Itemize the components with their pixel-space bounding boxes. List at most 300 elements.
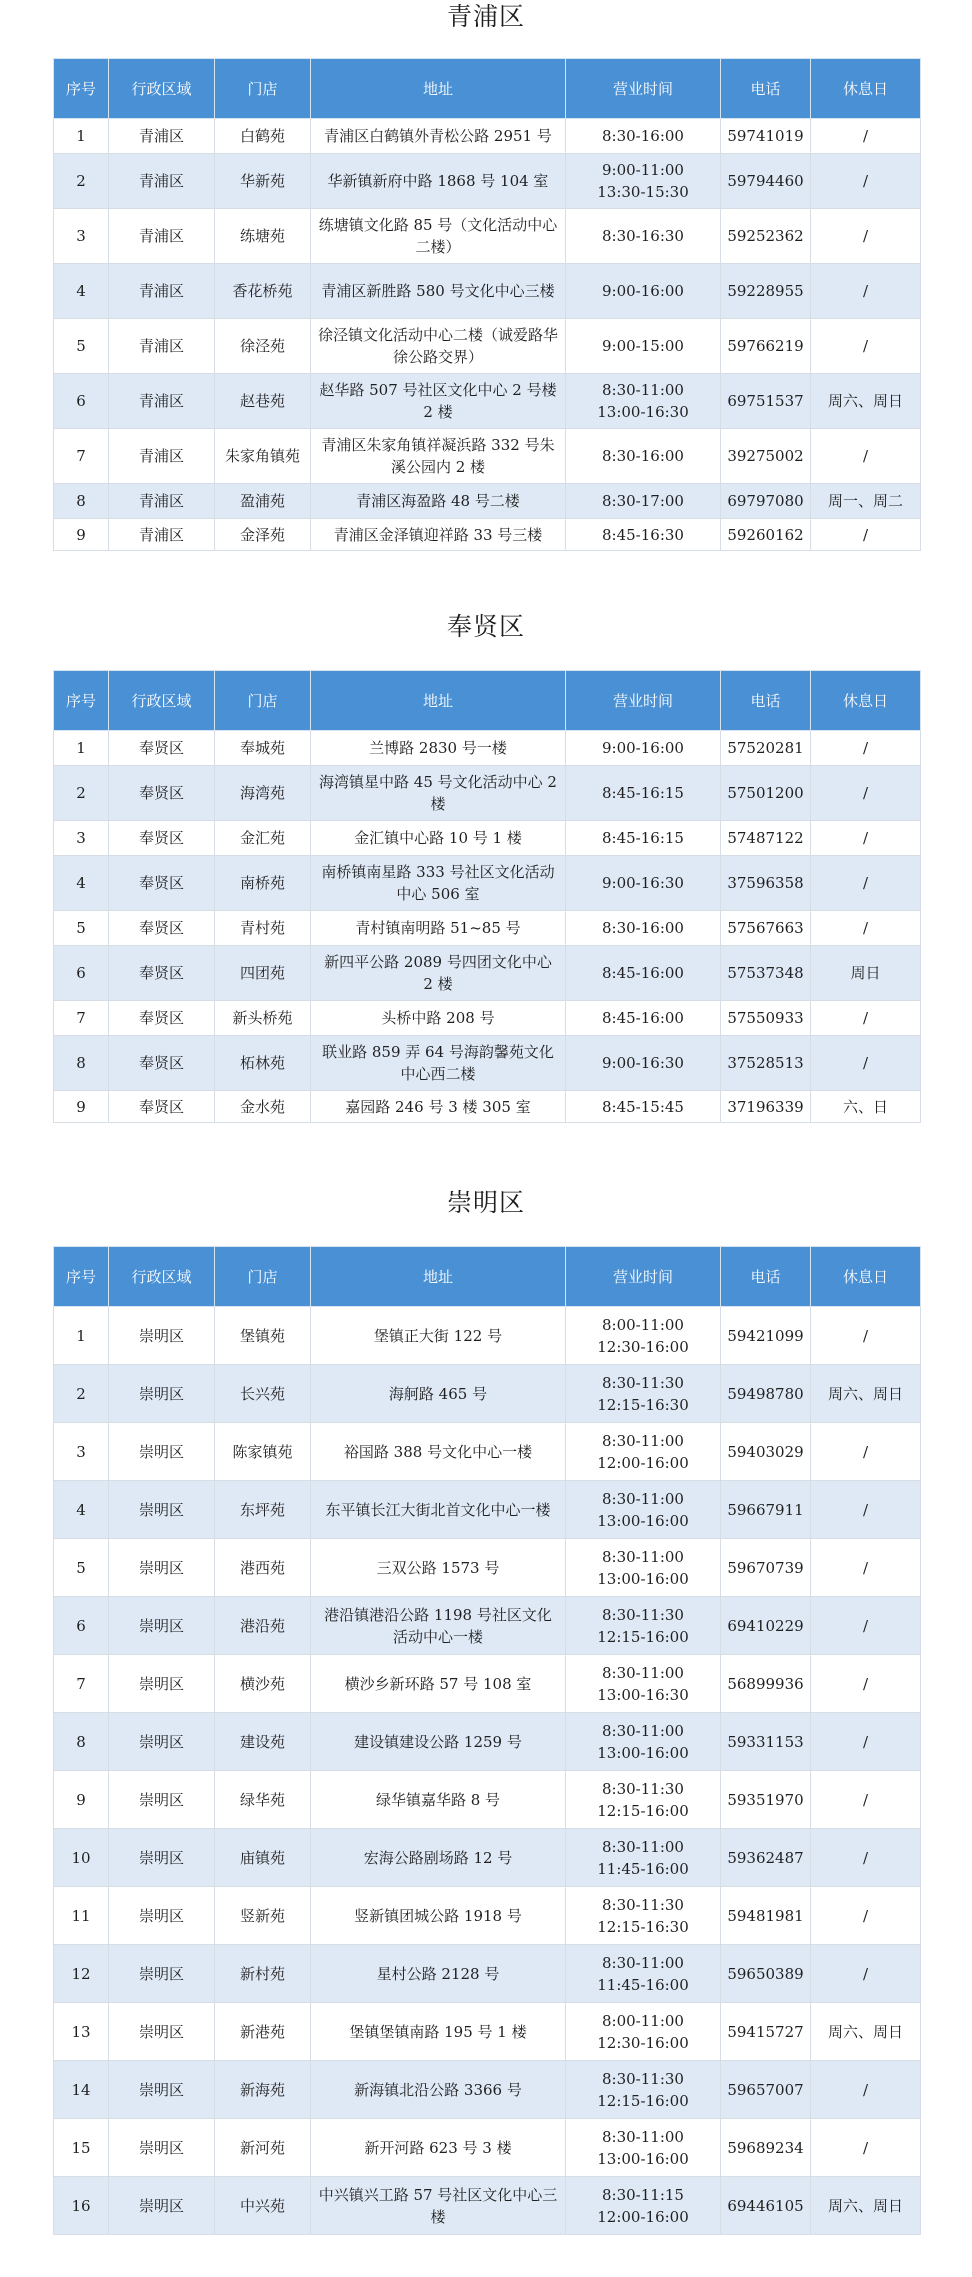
row-rest-day: / — [811, 1887, 921, 1945]
row-seq: 3 — [54, 209, 109, 264]
row-hours: 8:00-11:00 12:30-16:00 — [566, 2003, 721, 2061]
row-shop: 竖新苑 — [215, 1887, 311, 1945]
row-area: 青浦区 — [109, 319, 215, 374]
row-phone: 57567663 — [721, 911, 811, 946]
row-hours: 8:30-11:00 13:00-16:30 — [566, 1655, 721, 1713]
row-seq: 6 — [54, 946, 109, 1001]
table-row — [54, 1307, 921, 1365]
row-phone: 59650389 — [721, 1945, 811, 2003]
row-address: 中兴镇兴工路 57 号社区文化中心三楼 — [311, 2177, 566, 2235]
row-area: 奉贤区 — [109, 911, 215, 946]
header-area: 行政区域 — [109, 59, 215, 119]
row-hours: 8:45-16:15 — [566, 821, 721, 856]
row-rest-day: / — [811, 1001, 921, 1036]
row-address: 海舸路 465 号 — [311, 1365, 566, 1423]
row-phone: 59228955 — [721, 264, 811, 319]
row-seq: 4 — [54, 264, 109, 319]
row-rest-day: / — [811, 1829, 921, 1887]
row-area: 崇明区 — [109, 2177, 215, 2235]
row-phone: 59498780 — [721, 1365, 811, 1423]
row-area: 崇明区 — [109, 1597, 215, 1655]
row-shop: 港西苑 — [215, 1539, 311, 1597]
row-area: 青浦区 — [109, 484, 215, 519]
table-row — [54, 1771, 921, 1829]
table-row — [54, 1713, 921, 1771]
row-rest-day: 六、日 — [811, 1091, 921, 1123]
row-phone: 59481981 — [721, 1887, 811, 1945]
row-area: 奉贤区 — [109, 821, 215, 856]
row-rest-day: 周六、周日 — [811, 374, 921, 429]
row-phone: 69410229 — [721, 1597, 811, 1655]
row-address: 新海镇北沿公路 3366 号 — [311, 2061, 566, 2119]
store-table-qingpu — [53, 58, 921, 551]
row-seq: 7 — [54, 429, 109, 484]
row-seq: 3 — [54, 1423, 109, 1481]
header-hours: 营业时间 — [566, 1247, 721, 1307]
header-phone: 电话 — [721, 671, 811, 731]
section-title-chongming: 崇明区 — [446, 1188, 525, 1217]
row-shop: 四团苑 — [215, 946, 311, 1001]
table-row — [54, 946, 921, 1001]
row-seq: 8 — [54, 484, 109, 519]
row-address: 海湾镇星中路 45 号文化活动中心 2 楼 — [311, 766, 566, 821]
row-address: 青浦区海盈路 48 号二楼 — [311, 484, 566, 519]
row-seq: 1 — [54, 731, 109, 766]
row-shop: 练塘苑 — [215, 209, 311, 264]
row-shop: 陈家镇苑 — [215, 1423, 311, 1481]
row-shop: 华新苑 — [215, 154, 311, 209]
row-shop: 金泽苑 — [215, 519, 311, 551]
row-address: 竖新镇团城公路 1918 号 — [311, 1887, 566, 1945]
row-area: 青浦区 — [109, 519, 215, 551]
row-hours: 9:00-16:00 — [566, 264, 721, 319]
row-seq: 4 — [54, 856, 109, 911]
row-shop: 金汇苑 — [215, 821, 311, 856]
table-row — [54, 209, 921, 264]
row-phone: 59670739 — [721, 1539, 811, 1597]
row-rest-day: / — [811, 1597, 921, 1655]
table-row — [54, 1365, 921, 1423]
row-address: 华新镇新府中路 1868 号 104 室 — [311, 154, 566, 209]
row-hours: 8:30-11:00 12:00-16:00 — [566, 1423, 721, 1481]
row-phone: 59766219 — [721, 319, 811, 374]
header-area: 行政区域 — [109, 671, 215, 731]
row-seq: 13 — [54, 2003, 109, 2061]
row-phone: 59741019 — [721, 119, 811, 154]
row-rest-day: / — [811, 766, 921, 821]
row-area: 奉贤区 — [109, 731, 215, 766]
table-row — [54, 731, 921, 766]
row-shop: 中兴苑 — [215, 2177, 311, 2235]
row-rest-day: / — [811, 911, 921, 946]
row-phone: 59403029 — [721, 1423, 811, 1481]
row-seq: 9 — [54, 519, 109, 551]
row-hours: 8:45-15:45 — [566, 1091, 721, 1123]
row-seq: 5 — [54, 911, 109, 946]
row-area: 青浦区 — [109, 374, 215, 429]
row-phone: 59794460 — [721, 154, 811, 209]
row-rest-day: / — [811, 319, 921, 374]
row-seq: 14 — [54, 2061, 109, 2119]
row-phone: 56899936 — [721, 1655, 811, 1713]
table-header-row — [54, 59, 921, 119]
table-row — [54, 374, 921, 429]
row-address: 堡镇正大街 122 号 — [311, 1307, 566, 1365]
table-row — [54, 1481, 921, 1539]
header-seq: 序号 — [54, 59, 109, 119]
row-rest-day: 周六、周日 — [811, 2177, 921, 2235]
row-seq: 4 — [54, 1481, 109, 1539]
row-address: 新四平公路 2089 号四团文化中心 2 楼 — [311, 946, 566, 1001]
table-header-row — [54, 671, 921, 731]
row-shop: 新村苑 — [215, 1945, 311, 2003]
row-address: 练塘镇文化路 85 号（文化活动中心二楼） — [311, 209, 566, 264]
row-phone: 37528513 — [721, 1036, 811, 1091]
store-table-fengxian — [53, 670, 921, 1123]
table-row — [54, 2061, 921, 2119]
row-area: 青浦区 — [109, 209, 215, 264]
table-row — [54, 1423, 921, 1481]
table-row — [54, 1091, 921, 1123]
row-phone: 59331153 — [721, 1713, 811, 1771]
row-hours: 8:30-11:00 13:00-16:00 — [566, 2119, 721, 2177]
row-address: 堡镇堡镇南路 195 号 1 楼 — [311, 2003, 566, 2061]
row-rest-day: / — [811, 1307, 921, 1365]
table-row — [54, 766, 921, 821]
row-seq: 1 — [54, 119, 109, 154]
row-address: 裕国路 388 号文化中心一楼 — [311, 1423, 566, 1481]
row-area: 奉贤区 — [109, 946, 215, 1001]
row-rest-day: / — [811, 2061, 921, 2119]
row-phone: 59351970 — [721, 1771, 811, 1829]
row-hours: 9:00-16:30 — [566, 856, 721, 911]
row-address: 三双公路 1573 号 — [311, 1539, 566, 1597]
row-area: 崇明区 — [109, 1481, 215, 1539]
row-shop: 盈浦苑 — [215, 484, 311, 519]
table-row — [54, 2003, 921, 2061]
row-phone: 57520281 — [721, 731, 811, 766]
row-hours: 8:30-11:00 13:00-16:00 — [566, 1539, 721, 1597]
row-rest-day: / — [811, 154, 921, 209]
header-shop: 门店 — [215, 1247, 311, 1307]
row-phone: 59415727 — [721, 2003, 811, 2061]
header-rest-day: 休息日 — [811, 671, 921, 731]
table-row — [54, 519, 921, 551]
row-area: 崇明区 — [109, 1771, 215, 1829]
row-seq: 16 — [54, 2177, 109, 2235]
row-hours: 8:30-11:30 12:15-16:00 — [566, 1597, 721, 1655]
row-hours: 9:00-16:30 — [566, 1036, 721, 1091]
row-address: 青浦区金泽镇迎祥路 33 号三楼 — [311, 519, 566, 551]
row-area: 崇明区 — [109, 1655, 215, 1713]
row-rest-day: / — [811, 2119, 921, 2177]
row-phone: 69446105 — [721, 2177, 811, 2235]
header-hours: 营业时间 — [566, 59, 721, 119]
row-address: 横沙乡新环路 57 号 108 室 — [311, 1655, 566, 1713]
row-area: 奉贤区 — [109, 856, 215, 911]
row-rest-day: / — [811, 1423, 921, 1481]
row-shop: 长兴苑 — [215, 1365, 311, 1423]
row-rest-day: / — [811, 856, 921, 911]
row-area: 奉贤区 — [109, 1036, 215, 1091]
row-area: 崇明区 — [109, 1365, 215, 1423]
row-address: 新开河路 623 号 3 楼 — [311, 2119, 566, 2177]
row-shop: 朱家角镇苑 — [215, 429, 311, 484]
table-row — [54, 1539, 921, 1597]
row-phone: 39275002 — [721, 429, 811, 484]
row-area: 奉贤区 — [109, 1001, 215, 1036]
row-shop: 白鹤苑 — [215, 119, 311, 154]
row-address: 东平镇长江大街北首文化中心一楼 — [311, 1481, 566, 1539]
row-hours: 8:30-16:00 — [566, 429, 721, 484]
row-seq: 11 — [54, 1887, 109, 1945]
row-area: 崇明区 — [109, 1539, 215, 1597]
row-phone: 69797080 — [721, 484, 811, 519]
row-hours: 8:45-16:30 — [566, 519, 721, 551]
table-row — [54, 1001, 921, 1036]
row-address: 港沿镇港沿公路 1198 号社区文化活动中心一楼 — [311, 1597, 566, 1655]
row-seq: 8 — [54, 1713, 109, 1771]
row-seq: 9 — [54, 1091, 109, 1123]
row-seq: 10 — [54, 1829, 109, 1887]
row-shop: 赵巷苑 — [215, 374, 311, 429]
row-seq: 2 — [54, 154, 109, 209]
table-row — [54, 319, 921, 374]
row-rest-day: / — [811, 119, 921, 154]
row-hours: 9:00-11:00 13:30-15:30 — [566, 154, 721, 209]
row-address: 青村镇南明路 51~85 号 — [311, 911, 566, 946]
table-row — [54, 154, 921, 209]
row-address: 南桥镇南星路 333 号社区文化活动中心 506 室 — [311, 856, 566, 911]
row-hours: 8:30-11:30 12:15-16:00 — [566, 1771, 721, 1829]
row-phone: 57487122 — [721, 821, 811, 856]
row-address: 宏海公路剧场路 12 号 — [311, 1829, 566, 1887]
row-seq: 2 — [54, 1365, 109, 1423]
row-rest-day: / — [811, 1945, 921, 2003]
table-row — [54, 2119, 921, 2177]
row-area: 崇明区 — [109, 2061, 215, 2119]
row-shop: 新海苑 — [215, 2061, 311, 2119]
header-shop: 门店 — [215, 671, 311, 731]
row-area: 青浦区 — [109, 429, 215, 484]
row-phone: 37596358 — [721, 856, 811, 911]
row-rest-day: / — [811, 1771, 921, 1829]
row-address: 星村公路 2128 号 — [311, 1945, 566, 2003]
table-row — [54, 2177, 921, 2235]
table-row — [54, 1597, 921, 1655]
table-row — [54, 1036, 921, 1091]
row-shop: 绿华苑 — [215, 1771, 311, 1829]
table-row — [54, 119, 921, 154]
row-area: 崇明区 — [109, 2119, 215, 2177]
row-address: 赵华路 507 号社区文化中心 2 号楼 2 楼 — [311, 374, 566, 429]
row-hours: 8:30-11:00 11:45-16:00 — [566, 1829, 721, 1887]
row-address: 建设镇建设公路 1259 号 — [311, 1713, 566, 1771]
header-address: 地址 — [311, 671, 566, 731]
table-row — [54, 911, 921, 946]
row-address: 青浦区白鹤镇外青松公路 2951 号 — [311, 119, 566, 154]
row-rest-day: / — [811, 1539, 921, 1597]
row-hours: 8:30-16:30 — [566, 209, 721, 264]
header-shop: 门店 — [215, 59, 311, 119]
row-hours: 8:30-11:30 12:15-16:00 — [566, 2061, 721, 2119]
row-hours: 8:30-11:15 12:00-16:00 — [566, 2177, 721, 2235]
row-rest-day: / — [811, 264, 921, 319]
header-phone: 电话 — [721, 59, 811, 119]
header-address: 地址 — [311, 59, 566, 119]
row-hours: 8:30-11:00 13:00-16:00 — [566, 1713, 721, 1771]
row-rest-day: 周一、周二 — [811, 484, 921, 519]
row-rest-day: / — [811, 209, 921, 264]
row-hours: 8:45-16:00 — [566, 1001, 721, 1036]
row-shop: 金水苑 — [215, 1091, 311, 1123]
row-shop: 堡镇苑 — [215, 1307, 311, 1365]
row-hours: 8:30-11:00 13:00-16:30 — [566, 374, 721, 429]
row-rest-day: / — [811, 1481, 921, 1539]
row-phone: 57501200 — [721, 766, 811, 821]
row-area: 奉贤区 — [109, 1091, 215, 1123]
table-row — [54, 856, 921, 911]
section-title-qingpu: 青浦区 — [446, 2, 525, 31]
row-hours: 8:30-11:00 13:00-16:00 — [566, 1481, 721, 1539]
row-seq: 2 — [54, 766, 109, 821]
row-seq: 6 — [54, 1597, 109, 1655]
row-hours: 8:45-16:00 — [566, 946, 721, 1001]
row-shop: 港沿苑 — [215, 1597, 311, 1655]
row-rest-day: / — [811, 429, 921, 484]
row-phone: 69751537 — [721, 374, 811, 429]
header-area: 行政区域 — [109, 1247, 215, 1307]
row-rest-day: 周六、周日 — [811, 1365, 921, 1423]
row-seq: 15 — [54, 2119, 109, 2177]
row-shop: 徐泾苑 — [215, 319, 311, 374]
row-area: 青浦区 — [109, 264, 215, 319]
row-area: 青浦区 — [109, 119, 215, 154]
header-rest-day: 休息日 — [811, 59, 921, 119]
row-hours: 8:30-17:00 — [566, 484, 721, 519]
row-phone: 59657007 — [721, 2061, 811, 2119]
header-phone: 电话 — [721, 1247, 811, 1307]
row-shop: 横沙苑 — [215, 1655, 311, 1713]
row-area: 奉贤区 — [109, 766, 215, 821]
row-phone: 37196339 — [721, 1091, 811, 1123]
row-shop: 新头桥苑 — [215, 1001, 311, 1036]
row-rest-day: 周六、周日 — [811, 2003, 921, 2061]
row-hours: 8:30-11:30 12:15-16:30 — [566, 1887, 721, 1945]
row-seq: 5 — [54, 319, 109, 374]
row-shop: 海湾苑 — [215, 766, 311, 821]
table-row — [54, 264, 921, 319]
row-shop: 庙镇苑 — [215, 1829, 311, 1887]
row-hours: 9:00-15:00 — [566, 319, 721, 374]
header-address: 地址 — [311, 1247, 566, 1307]
row-address: 绿华镇嘉华路 8 号 — [311, 1771, 566, 1829]
row-shop: 奉城苑 — [215, 731, 311, 766]
row-address: 青浦区朱家角镇祥凝浜路 332 号朱溪公园内 2 楼 — [311, 429, 566, 484]
table-header-row — [54, 1247, 921, 1307]
row-area: 崇明区 — [109, 1829, 215, 1887]
table-row — [54, 1655, 921, 1713]
row-phone: 59689234 — [721, 2119, 811, 2177]
row-rest-day: / — [811, 1713, 921, 1771]
row-rest-day: / — [811, 1036, 921, 1091]
row-phone: 59252362 — [721, 209, 811, 264]
row-shop: 柘林苑 — [215, 1036, 311, 1091]
row-rest-day: / — [811, 731, 921, 766]
row-seq: 7 — [54, 1655, 109, 1713]
row-area: 崇明区 — [109, 1887, 215, 1945]
row-phone: 57550933 — [721, 1001, 811, 1036]
row-address: 徐泾镇文化活动中心二楼（诚爱路华徐公路交界） — [311, 319, 566, 374]
table-row — [54, 1945, 921, 2003]
row-phone: 59667911 — [721, 1481, 811, 1539]
row-area: 崇明区 — [109, 1423, 215, 1481]
row-address: 嘉园路 246 号 3 楼 305 室 — [311, 1091, 566, 1123]
row-shop: 新河苑 — [215, 2119, 311, 2177]
row-area: 崇明区 — [109, 1945, 215, 2003]
row-area: 崇明区 — [109, 2003, 215, 2061]
table-row — [54, 1829, 921, 1887]
table-row — [54, 429, 921, 484]
row-area: 崇明区 — [109, 1713, 215, 1771]
row-shop: 香花桥苑 — [215, 264, 311, 319]
row-hours: 8:30-11:00 11:45-16:00 — [566, 1945, 721, 2003]
row-seq: 5 — [54, 1539, 109, 1597]
row-area: 崇明区 — [109, 1307, 215, 1365]
row-phone: 59260162 — [721, 519, 811, 551]
row-hours: 8:30-11:30 12:15-16:30 — [566, 1365, 721, 1423]
row-shop: 建设苑 — [215, 1713, 311, 1771]
row-seq: 7 — [54, 1001, 109, 1036]
row-address: 头桥中路 208 号 — [311, 1001, 566, 1036]
table-row — [54, 821, 921, 856]
row-seq: 3 — [54, 821, 109, 856]
header-hours: 营业时间 — [566, 671, 721, 731]
row-address: 金汇镇中心路 10 号 1 楼 — [311, 821, 566, 856]
row-rest-day: / — [811, 519, 921, 551]
table-row — [54, 484, 921, 519]
row-hours: 8:45-16:15 — [566, 766, 721, 821]
row-seq: 12 — [54, 1945, 109, 2003]
store-table-chongming — [53, 1246, 921, 2235]
section-title-fengxian: 奉贤区 — [446, 612, 525, 641]
row-shop: 东坪苑 — [215, 1481, 311, 1539]
row-phone: 59421099 — [721, 1307, 811, 1365]
row-shop: 南桥苑 — [215, 856, 311, 911]
row-rest-day: 周日 — [811, 946, 921, 1001]
header-seq: 序号 — [54, 1247, 109, 1307]
row-shop: 新港苑 — [215, 2003, 311, 2061]
row-rest-day: / — [811, 1655, 921, 1713]
row-address: 兰博路 2830 号一楼 — [311, 731, 566, 766]
row-hours: 9:00-16:00 — [566, 731, 721, 766]
table-row — [54, 1887, 921, 1945]
row-phone: 59362487 — [721, 1829, 811, 1887]
header-seq: 序号 — [54, 671, 109, 731]
row-hours: 8:30-16:00 — [566, 911, 721, 946]
row-seq: 6 — [54, 374, 109, 429]
header-rest-day: 休息日 — [811, 1247, 921, 1307]
row-seq: 1 — [54, 1307, 109, 1365]
row-address: 联业路 859 弄 64 号海韵馨苑文化中心西二楼 — [311, 1036, 566, 1091]
row-seq: 8 — [54, 1036, 109, 1091]
row-phone: 57537348 — [721, 946, 811, 1001]
row-hours: 8:00-11:00 12:30-16:00 — [566, 1307, 721, 1365]
row-hours: 8:30-16:00 — [566, 119, 721, 154]
row-seq: 9 — [54, 1771, 109, 1829]
row-rest-day: / — [811, 821, 921, 856]
row-shop: 青村苑 — [215, 911, 311, 946]
